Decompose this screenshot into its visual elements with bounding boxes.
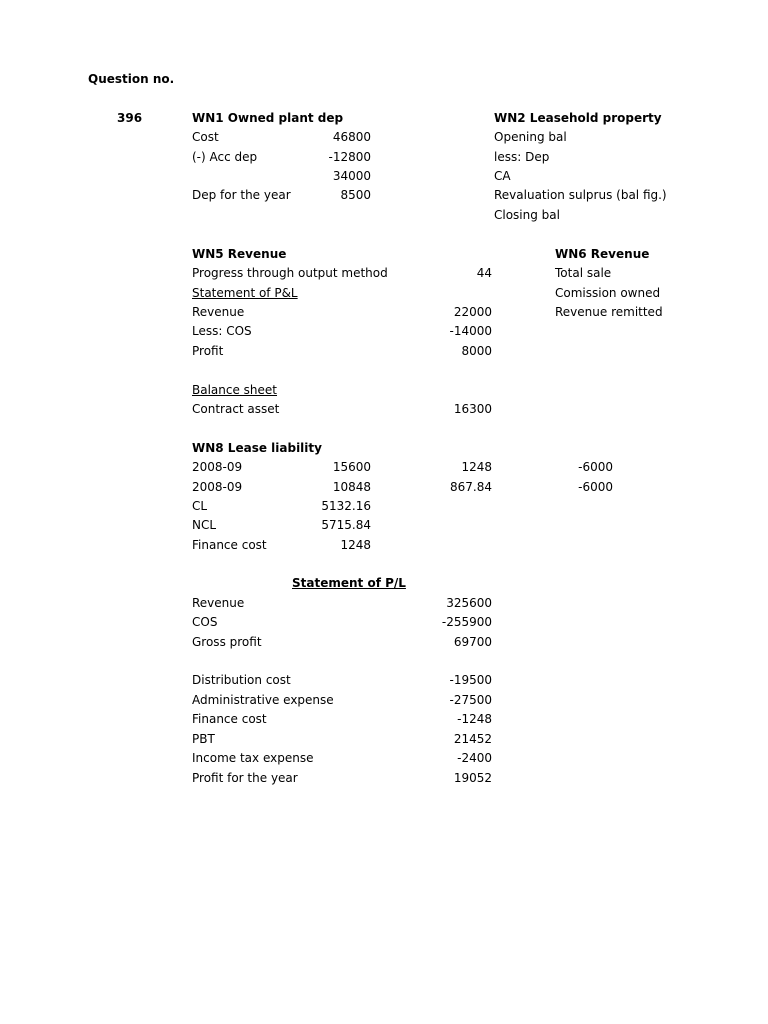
wn2-item: Revaluation sulprus (bal fig.) [494,188,667,202]
statement-row-value: -19500 [449,673,492,687]
wn2-item: Opening bal [494,130,567,144]
wn6-item: Total sale [555,266,612,280]
wn5-pl-label: Profit [192,344,224,358]
wn1-cost-value: 46800 [332,130,371,144]
wn1-dep-value: 8500 [340,188,371,202]
wn8-row-value1: 10848 [332,480,371,494]
statement-row-label: Finance cost [192,712,267,726]
wn5-bs-heading: Balance sheet [192,383,278,397]
question-number: 396 [117,111,143,125]
wn6-item: Revenue remitted [555,305,663,319]
wn5-title: WN5 Revenue [192,247,287,261]
wn2-item: Closing bal [494,208,560,222]
wn8-row-value1: 5715.84 [321,518,371,532]
statement-row-label: Profit for the year [192,771,298,785]
wn5-progress-label: Progress through output method [192,266,388,280]
wn5-pl-value: 22000 [453,305,492,319]
wn5-progress-value: 44 [476,266,492,280]
wn5-pl-value: 8000 [461,344,492,358]
wn8-row-value1: 15600 [332,460,371,474]
statement-row-value: 19052 [453,771,492,785]
statement-row-label: Income tax expense [192,751,314,765]
wn8-row-value1: 1248 [340,538,371,552]
wn6-title: WN6 Revenue [555,247,650,261]
statement-row-value: -27500 [449,693,492,707]
wn1-title: WN1 Owned plant dep [192,111,344,125]
wn8-row-label: NCL [192,518,217,532]
question-label: Question no. [88,72,175,86]
statement-row-value: -1248 [457,712,492,726]
wn2-item: CA [494,169,511,183]
wn5-bs-value: 16300 [453,402,492,416]
wn8-row-value3: -6000 [578,480,613,494]
wn1-accdep-label: (-) Acc dep [192,150,258,164]
wn8-row-value3: -6000 [578,460,613,474]
statement-row-label: Distribution cost [192,673,291,687]
statement-row-value: 21452 [453,732,492,746]
statement-row-label: Administrative expense [192,693,334,707]
statement-heading: Statement of P/L [292,576,406,590]
wn8-row-value1: 5132.16 [321,499,371,513]
statement-row-label: Revenue [192,596,245,610]
wn5-bs-label: Contract asset [192,402,280,416]
wn8-title: WN8 Lease liability [192,441,322,455]
wn1-net-value: 34000 [332,169,371,183]
statement-row-value: -2400 [457,751,492,765]
wn8-row-label: CL [192,499,208,513]
statement-row-label: PBT [192,732,215,746]
wn6-item: Comission owned [555,286,661,300]
wn5-pl-label: Less: COS [192,324,252,338]
wn5-pl-value: -14000 [449,324,492,338]
wn1-cost-label: Cost [192,130,219,144]
wn1-accdep-value: -12800 [328,150,371,164]
wn5-pl-label: Revenue [192,305,245,319]
wn5-pl-heading: Statement of P&L [192,286,298,300]
wn2-item: less: Dep [494,150,550,164]
wn8-row-label: 2008-09 [192,480,243,494]
wn2-title: WN2 Leasehold property [494,111,662,125]
wn8-row-value2: 1248 [461,460,492,474]
statement-row-value: -255900 [441,615,492,629]
statement-row-value: 325600 [446,596,492,610]
wn8-row-label: Finance cost [192,538,267,552]
statement-row-label: Gross profit [192,635,262,649]
statement-row-label: COS [192,615,218,629]
wn1-dep-label: Dep for the year [192,188,291,202]
statement-row-value: 69700 [453,635,492,649]
wn8-row-label: 2008-09 [192,460,243,474]
wn8-row-value2: 867.84 [450,480,492,494]
